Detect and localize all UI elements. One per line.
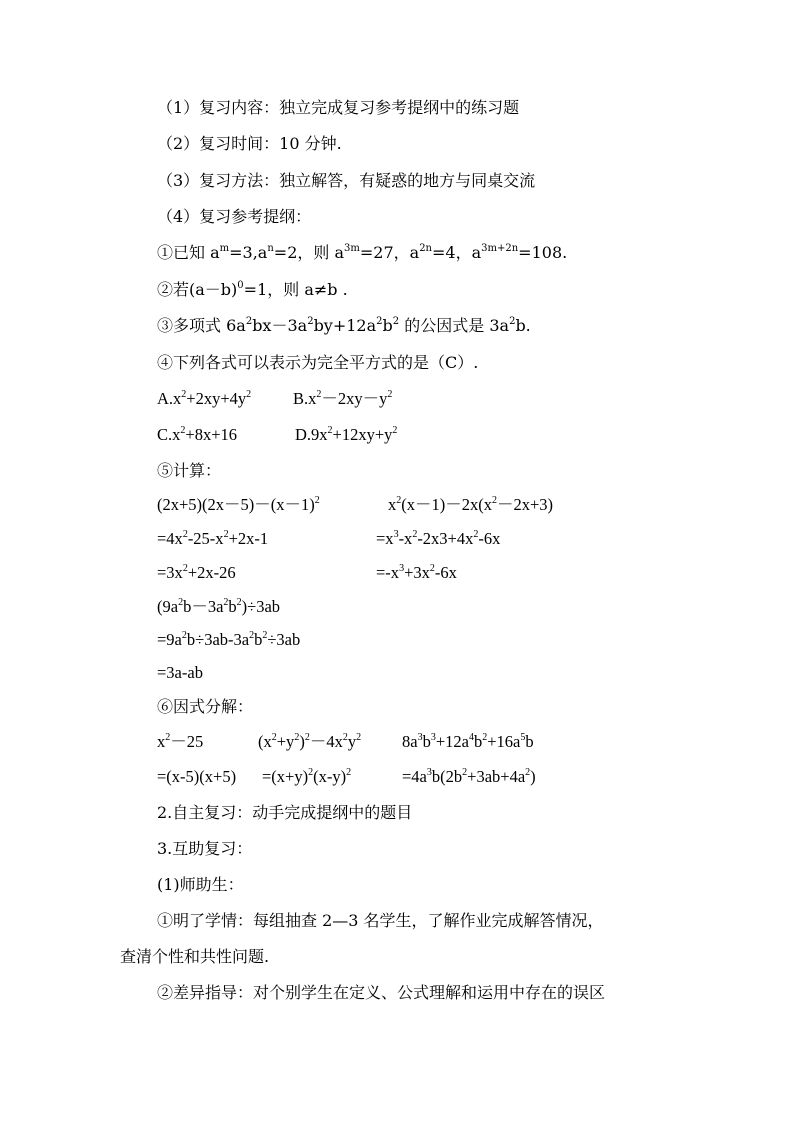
choice-c: $C.x^2+8x+16$ [157,425,238,444]
learning-status-line: ①明了学情：每组抽查 2—3 名学生，了解作业完成解答情况， [157,911,604,930]
self-review-line: 2.自主复习：动手完成提纲中的题目 [157,803,413,822]
outline-item-1: ①已知 $a^m=3,a^n=2$，则 $a^{3m}=27$，$a^{2n}=4$，$a^{3m+2n}=108$. [157,243,568,262]
outline-item-3: ③多项式 $6a^2bx-3a^2by+12a^2b^2$ 的公因式是 $3a^2b$. [157,316,531,335]
teacher-helps-student-heading: (1)师助生： [157,875,244,894]
review-outline-heading: （4）复习参考提纲： [157,207,312,226]
calc-step-1a: $=4x^2-25-x^2+2x-1$ [157,529,269,548]
learning-status-continuation: 查清个性和共性问题. [120,947,270,966]
outline-item-2: ②若$(a-b)^0=1$，则 a≠b . [157,280,348,299]
calc-step-3a: $=9a^2b\div 3ab-3a^2b^2\div 3ab$ [157,630,301,649]
calc-step-2a: $=x^3-x^2-2x3+4x^2-6x$ [376,529,501,548]
factor-expression-2: $(x^2+y^2)^2-4x^2y^2$ [258,732,362,751]
factor-result-2: $=(x+y)^2(x-y)^2$ [262,767,352,786]
choice-d: $D.9x^2+12xy+y^2$ [295,425,398,444]
outline-item-4: ④下列各式可以表示为完全平方式的是（C）. [157,353,479,372]
review-method-line: （3）复习方法：独立解答，有疑惑的地方与同桌交流 [157,171,536,190]
factor-expression-1: $x^2-25$ [157,732,204,751]
factor-result-3: $=4a^3b(2b^2+3ab+4a^2)$ [402,767,536,786]
calc-step-2b: $=-x^3+3x^2-6x$ [376,563,457,582]
calc-step-1b: $=3x^2+2x-26$ [157,563,236,582]
review-time-line: （2）复习时间：10 分钟. [157,134,342,153]
differential-guidance-line: ②差异指导：对个别学生在定义、公式理解和运用中存在的误区 [157,983,606,1002]
calc-expression-3: $(9a^2b-3a^2b^2)\div 3ab$ [157,597,281,616]
factor-expression-3: $8a^3b^3+12a^4b^2+16a^5b$ [402,732,534,751]
review-content-line: （1）复习内容：独立完成复习参考提纲中的练习题 [157,98,520,117]
factor-result-1: =(x-5)(x+5) [157,767,237,786]
calc-expression-2: $x^2(x-1)-2x(x^2-2x+3)$ [388,495,554,514]
outline-item-6: ⑥因式分解： [157,697,254,716]
choice-a: $A.x^2+2xy+4y^2$ [157,389,252,408]
calc-expression-1: $(2x+5)(2x-5)-(x-1)^2$ [157,495,320,514]
outline-item-5: ⑤计算： [157,461,222,480]
calc-step-3b: =3a-ab [157,663,203,682]
choice-b: $B.x^2-2xy-y^2$ [293,389,393,408]
mutual-review-heading: 3.互助复习： [157,839,253,858]
